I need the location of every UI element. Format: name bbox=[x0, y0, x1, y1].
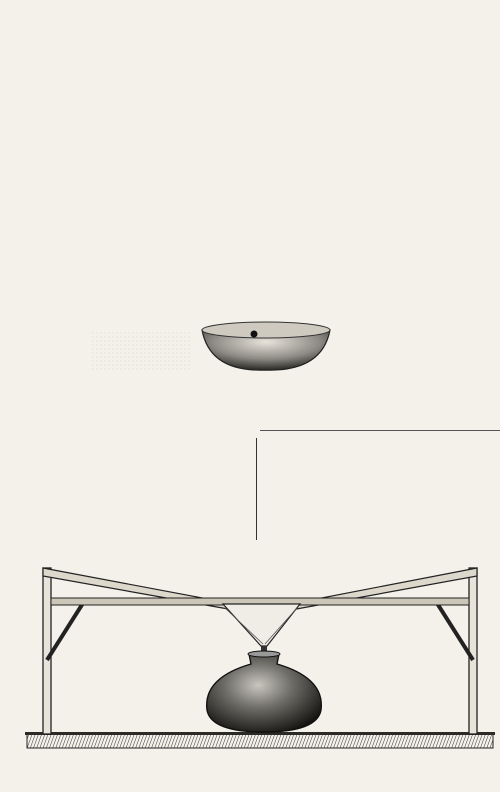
ground bbox=[27, 734, 493, 748]
funnel bbox=[223, 604, 300, 646]
right-post bbox=[469, 568, 477, 734]
section-illustration bbox=[25, 560, 495, 770]
collection-jar bbox=[207, 654, 322, 732]
left-line-4 bbox=[0, 459, 253, 478]
column-divider bbox=[256, 438, 257, 540]
left-column-text bbox=[0, 440, 253, 478]
plan-illustration bbox=[40, 12, 480, 372]
left-line-2 bbox=[0, 440, 253, 459]
left-post bbox=[43, 568, 51, 734]
section-rule bbox=[260, 430, 500, 431]
